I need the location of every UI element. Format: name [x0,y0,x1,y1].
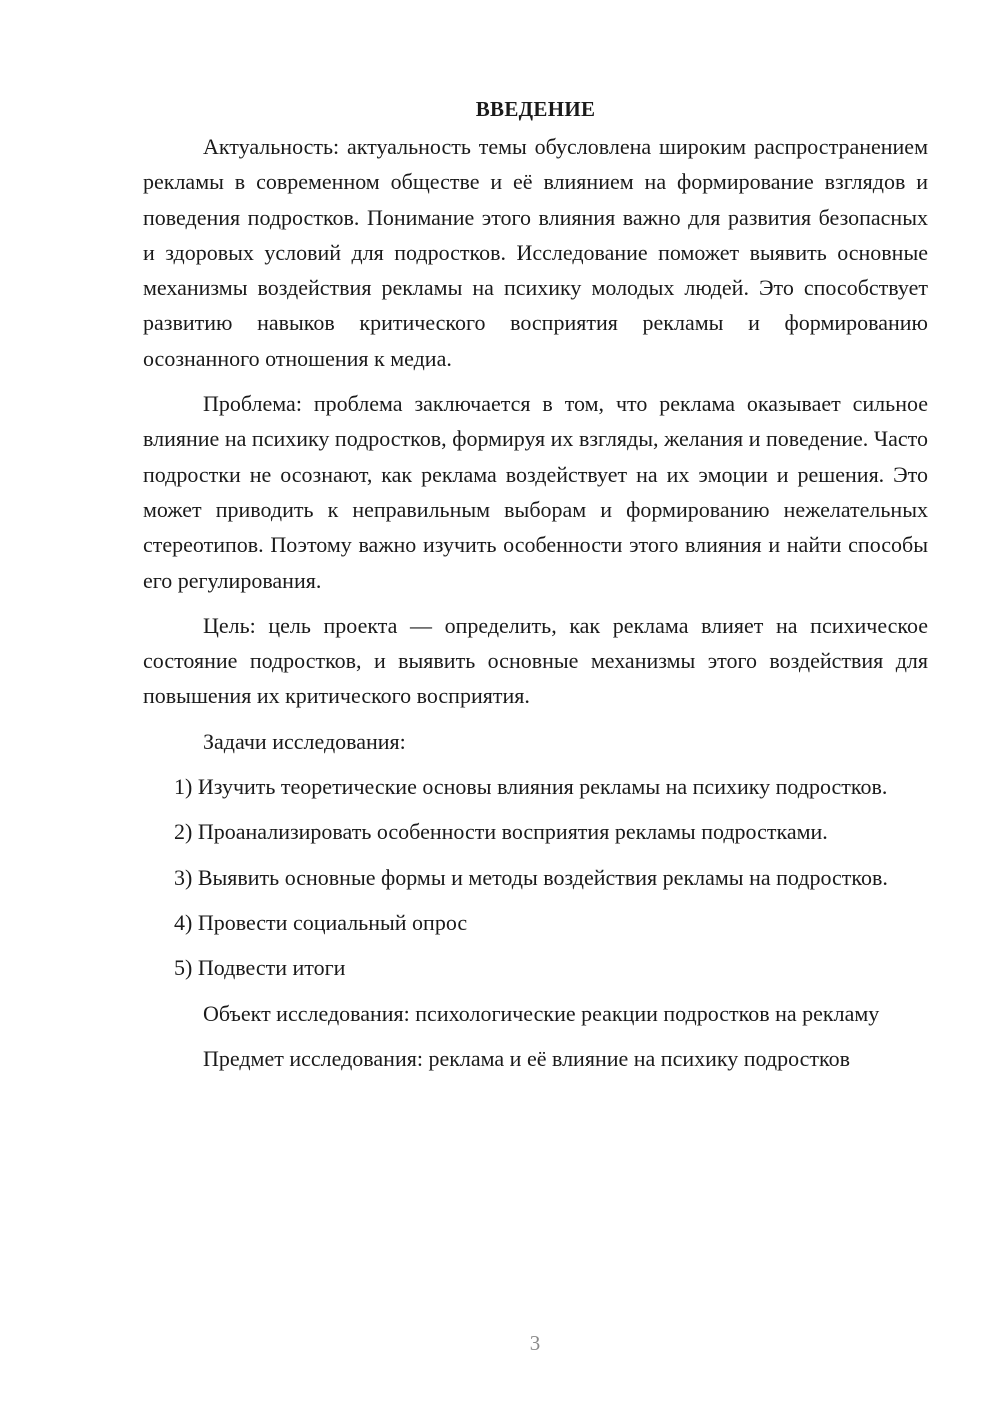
task-item-2: 2) Проанализировать особенности восприятия рекламы подростками. [174,819,828,845]
subject-paragraph: Предмет исследования: реклама и её влияние на психику подростков [203,1045,850,1071]
task-item-3: 3) Выявить основные формы и методы воздействия рекламы на подростков. [174,864,888,890]
page-number: 3 [529,1331,541,1355]
problem-paragraph: Проблема: проблема заключается в том, что реклама оказывает сильное влияние на психику подростков, формируя их взгляды, желания и поведение. Часто подростки не осознают, как реклама воздействует на их эмоции и решения. Это может приводить к неправильным выборам и формированию нежелательных стереотипов. Поэтому важно изучить особенности этого влияния и найти способы его регулирования. [143,391,928,593]
task-item-1: 1) Изучить теоретические основы влияния рекламы на психику подростков. [174,774,888,800]
task-item-5: 5) Подвести итоги [174,955,346,981]
relevance-paragraph: Актуальность: актуальность темы обусловлена широким распространением рекламы в современном обществе и её влиянием на формирование взглядов и поведения подростков. Понимание этого влияния важно для развития безопасных и здоровых условий для подростков. Исследование поможет выявить основные механизмы воздействия рекламы на психику молодых людей. Это способствует развитию навыков критического восприятия рекламы и формированию осознанного отношения к медиа. [143,134,928,371]
task-item-4: 4) Провести социальный опрос [174,909,468,935]
goal-paragraph: Цель: цель проекта — определить, как реклама влияет на психическое состояние подростков, и выявить основные механизмы этого воздействия для повышения их критического восприятия. [143,612,928,709]
object-paragraph: Объект исследования: психологические реакции подростков на рекламу [203,1000,880,1026]
tasks-heading: Задачи исследования: [203,728,406,754]
page-title: ВВЕДЕНИЕ [475,97,596,121]
document-page [143,92,928,1076]
